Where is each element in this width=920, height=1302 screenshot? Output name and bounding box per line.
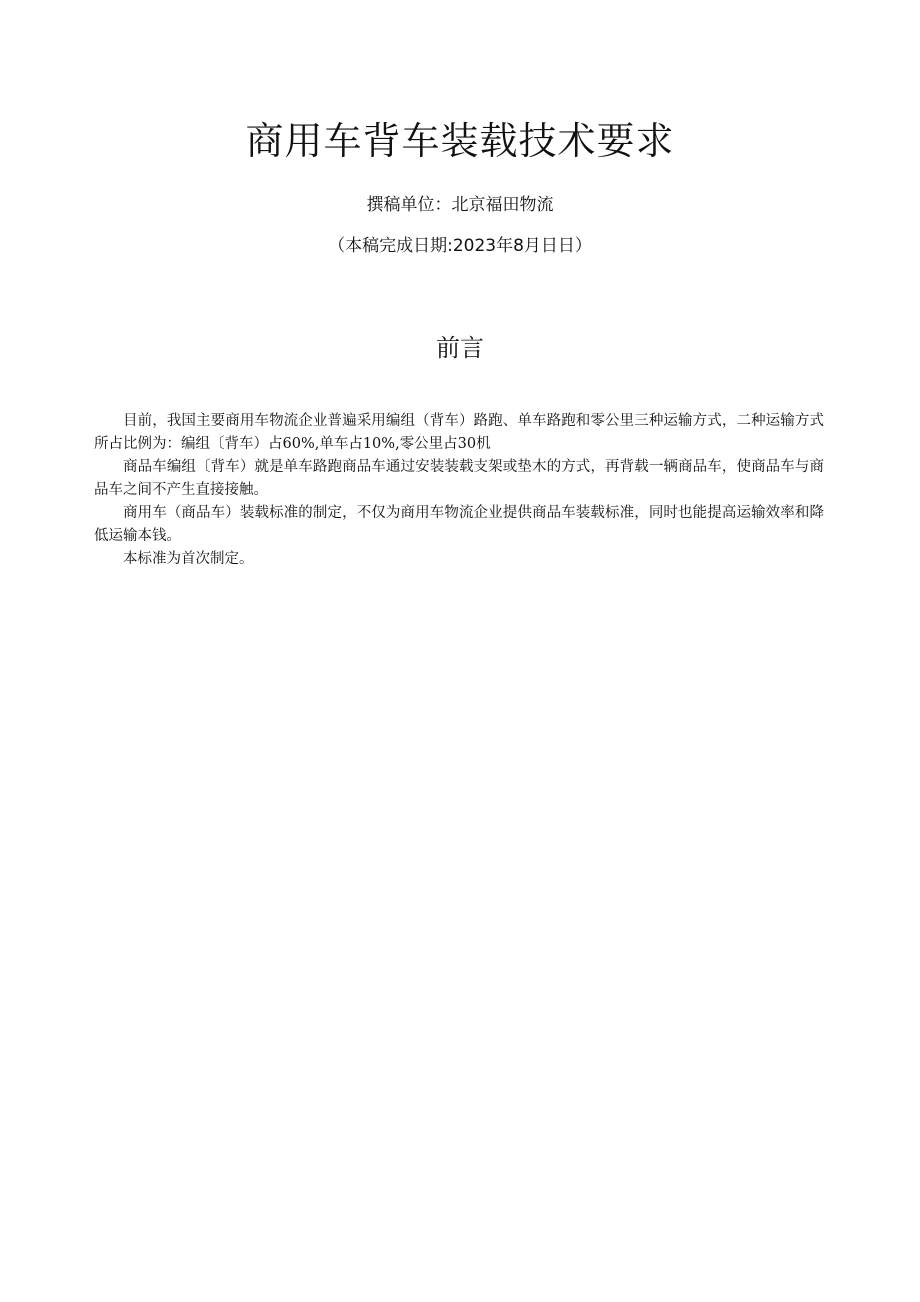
foreword-body (94, 410, 824, 571)
date-line: （本稿完成日期:2023年8月日日） (328, 236, 592, 256)
foreword-heading: 前言 (436, 334, 484, 362)
document-title: 商用车背车装载技术要求 (245, 119, 675, 163)
author-line: 撰稿单位：北京福田物流 (366, 195, 554, 215)
foreword-paragraph: 本标准为首次制定。 (123, 551, 254, 567)
foreword-paragraph: 目前，我国主要商用车物流企业普遍采用编组（背车）路跑、单车路跑和零公里三种运输方式，二种运输方式所占比例为：编组〔背车）占60%,单车占10%,零公里占30机 (94, 413, 824, 452)
foreword-paragraph: 商用车（商品车）装载标准的制定，不仅为商用车物流企业提供商品车装载标准，同时也能提高运输效率和降低运输本钱。 (94, 505, 824, 544)
foreword-paragraph: 商品车编组〔背车）就是单车路跑商品车通过安装装载支架或垫木的方式，再背载一辆商品车，使商品车与商品车之间不产生直接接触。 (94, 459, 824, 498)
